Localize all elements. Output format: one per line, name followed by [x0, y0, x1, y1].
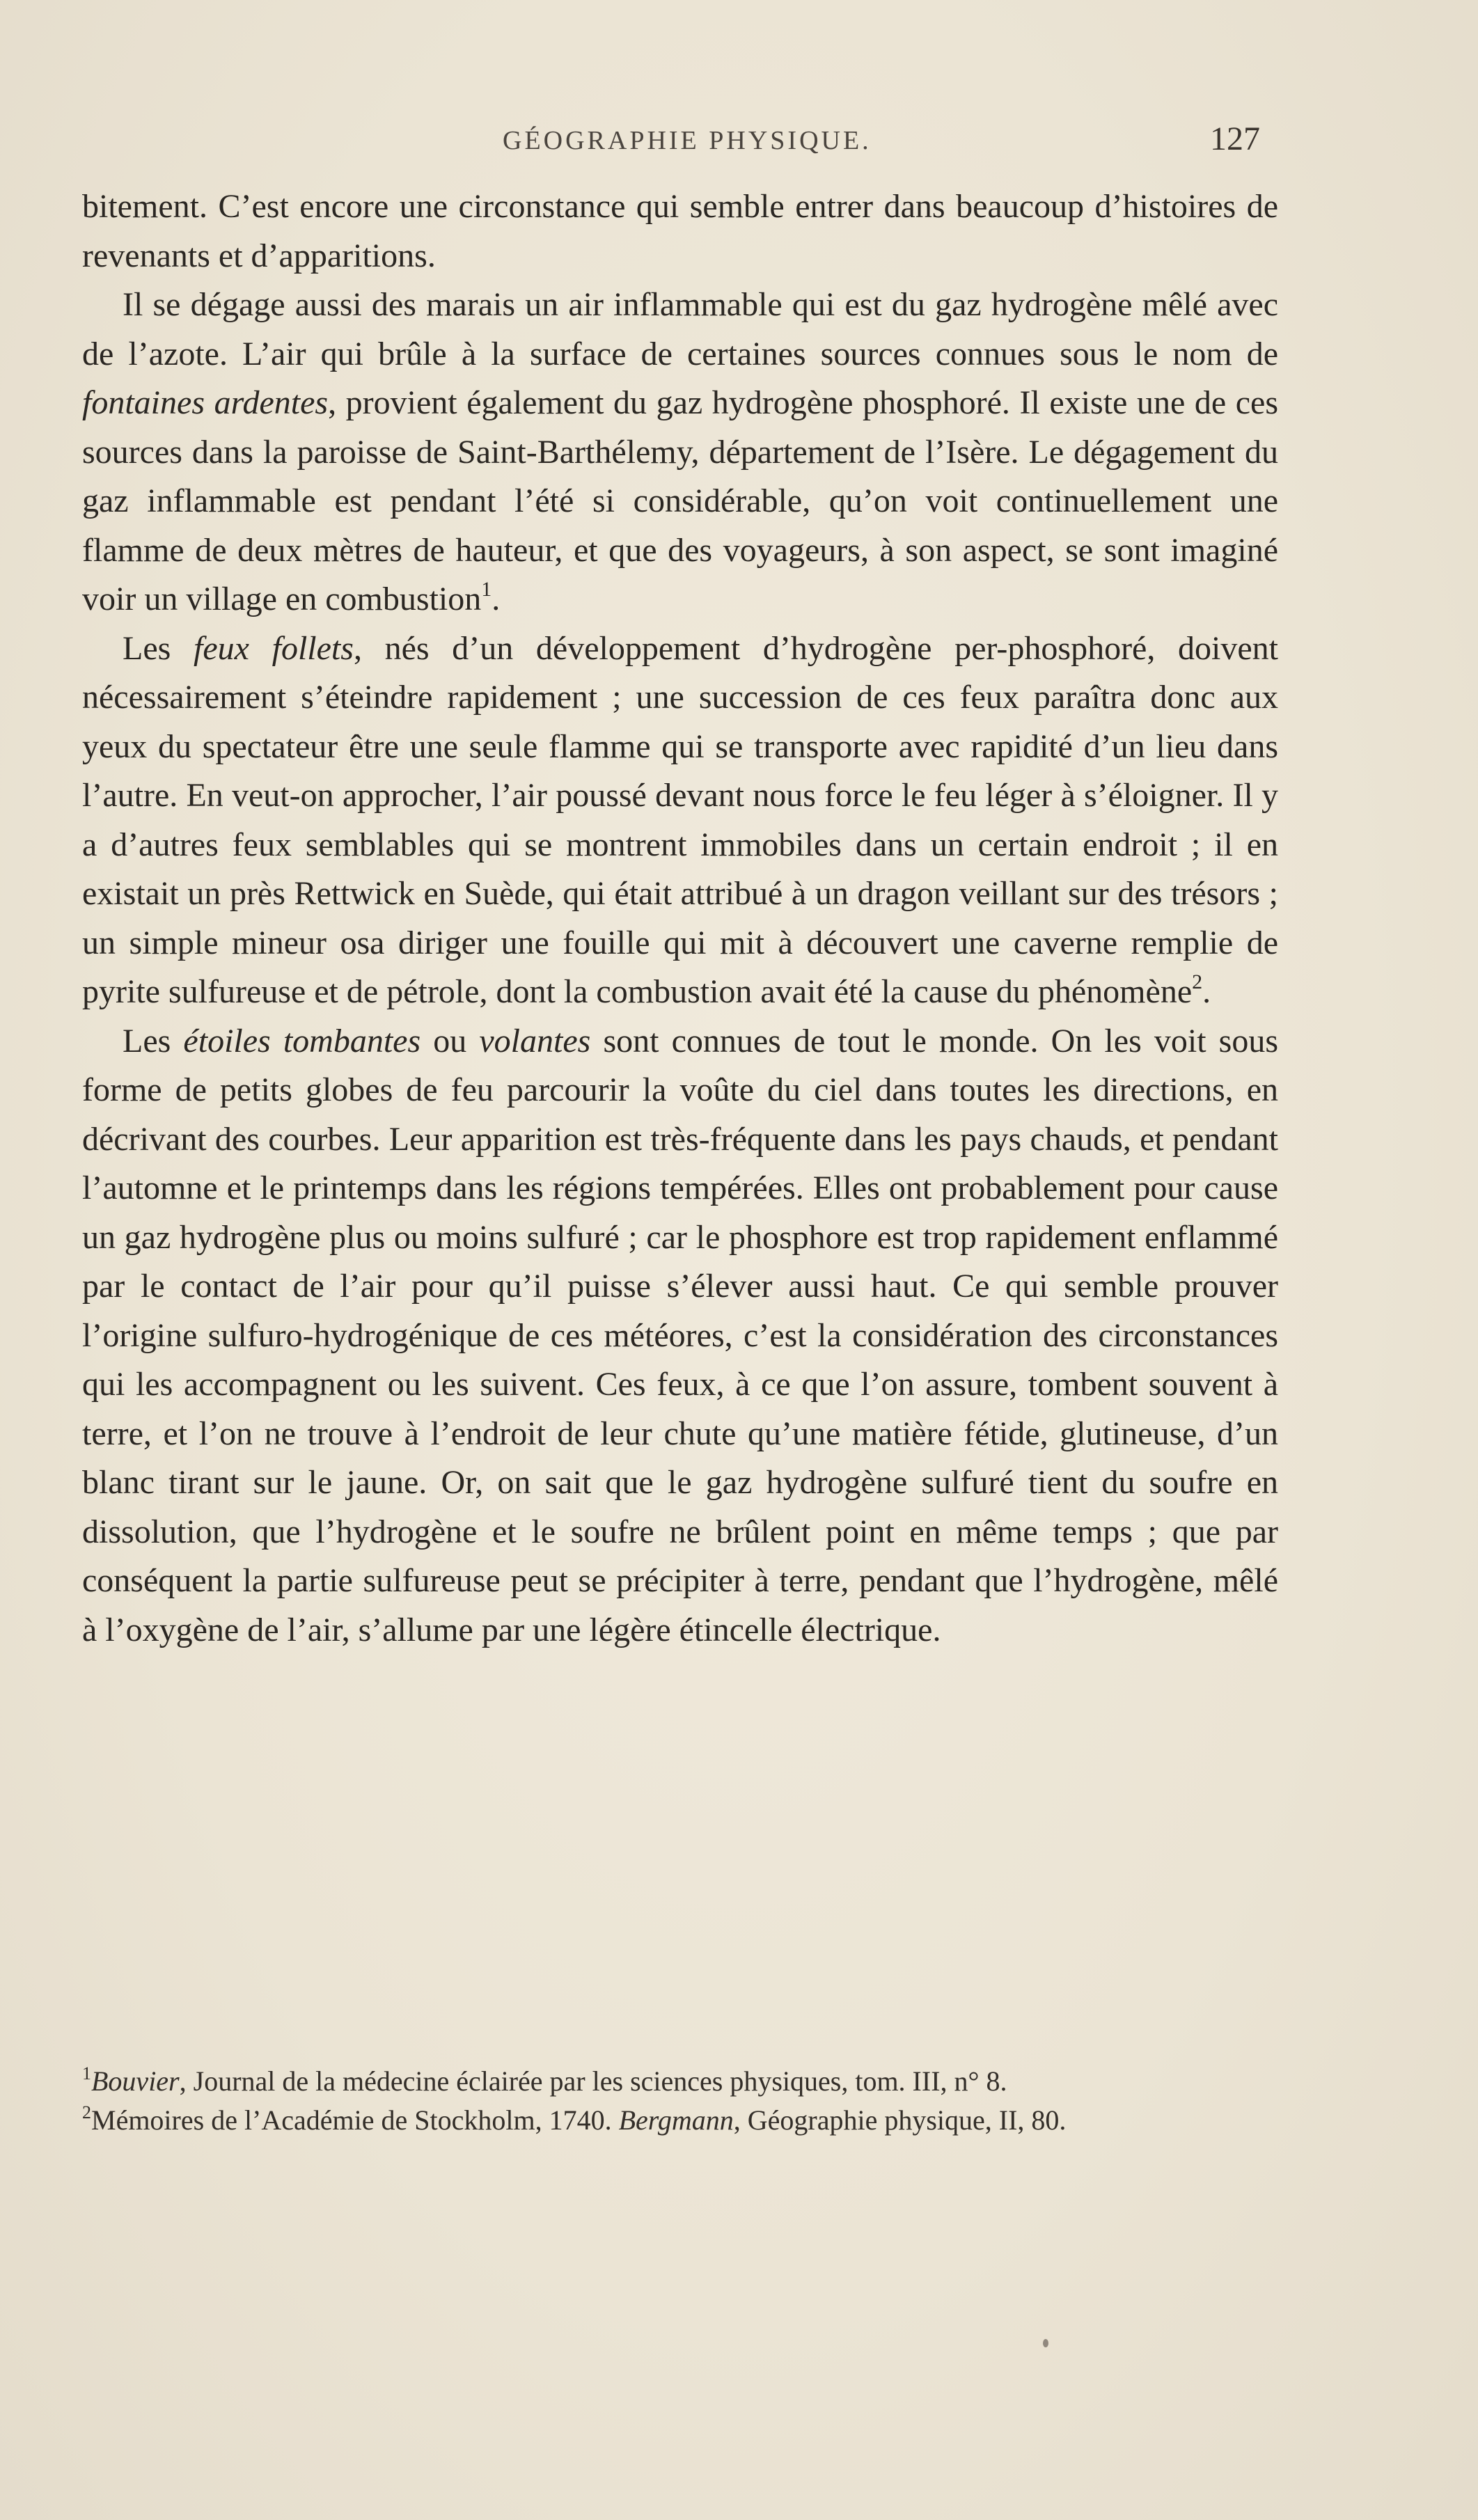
paragraph-3-text-a: Les [123, 629, 194, 667]
paragraph-4-text-mid: ou [420, 1022, 480, 1060]
footnote-reference-2: 2 [1192, 970, 1203, 993]
paragraph-4 [82, 1017, 1278, 1655]
paragraph-2-end: . [492, 581, 501, 617]
paragraph-4-emphasis-1: étoiles tombantes [183, 1022, 421, 1060]
footnote-2-author: Bergmann [618, 2104, 734, 2136]
page-number: 127 [1210, 120, 1260, 157]
footnote-2-text-b: , Géographie physique, II, 80. [733, 2104, 1067, 2136]
paragraph-1 [82, 182, 1278, 281]
paragraph-3 [82, 624, 1278, 1017]
footnote-2 [82, 2101, 1278, 2140]
footnote-2-mark: 2 [82, 2102, 91, 2123]
footnote-reference-1: 1 [481, 578, 492, 601]
footnote-1-author: Bouvier [91, 2065, 180, 2097]
running-head [0, 120, 1478, 162]
body-text [82, 182, 1278, 1655]
paragraph-3-text-b: , nés d’un développement d’hydrogène per-phosphoré, doivent nécessairement s’éteindre rapidement ; une succession de ces feux paraîtra donc aux yeux du spectateur être une seule flamme qui se transporte avec rapidité d’un lieu dans l’autre. En veut-on approcher, l’air poussé devant nous force le feu léger à s’éloigner. Il y a d’autres feux semblables qui se montrent immobiles dans un certain endroit ; il en existait un près Rettwick en Suède, qui était attribué à un dragon veillant sur des trésors ; un simple mineur osa diriger une fouille qui mit à découvert une caverne remplie de pyrite sulfureuse et de pétrole, dont la combustion avait été la cause du phénomène [82, 629, 1278, 1010]
footnote-1-mark: 1 [82, 2063, 91, 2084]
paragraph-4-emphasis-2: volantes [479, 1022, 591, 1060]
footnote-1-text: , Journal de la médecine éclairée par les sciences physiques, tom. III, n° 8. [179, 2065, 1007, 2097]
paper-speck [1043, 2339, 1048, 2347]
paragraph-4-text-b: sont connues de tout le monde. On les voit sous forme de petits globes de feu parcourir la voûte du ciel dans toutes les directions, en décrivant des courbes. Leur apparition est très-fréquente dans les pays chauds, et pendant l’automne et le printemps dans les régions tempérées. Elles ont probablement pour cause un gaz hydrogène plus ou moins sulfuré ; car le phosphore est trop rapidement enflammé par le contact de l’air pour qu’il puisse s’élever aussi haut. Ce qui semble prouver l’origine sulfuro-hydrogénique de ces météores, c’est la considération des circonstances qui les accompagnent ou les suivent. Ces feux, à ce que l’on assure, tombent souvent à terre, et l’on ne trouve à l’endroit de leur chute qu’une matière fétide, glutineuse, d’un blanc tirant sur le jaune. Or, on sait que le gaz hydrogène sulfuré tient du soufre en dissolution, que l’hydrogène et le soufre ne brûlent point en même temps ; que par conséquent la partie sulfureuse peut se précipiter à terre, pendant que l’hydrogène, mêlé à l’oxygène de l’air, s’allume par une légère étincelle électrique. [82, 1022, 1279, 1648]
paragraph-2 [82, 281, 1278, 624]
paragraph-2-emphasis: fontaines ardentes [82, 384, 329, 421]
paragraph-1-text: bitement. C’est encore une circonstance qui semble entrer dans beaucoup d’histoires de revenants et d’apparitions. [82, 188, 1278, 274]
paragraph-3-emphasis: feux follets [193, 629, 354, 667]
paragraph-3-end: . [1202, 973, 1211, 1010]
paragraph-2-text-b: , provient également du gaz hydrogène phosphoré. Il existe une de ces sources dans la paroisse de Saint-Barthélemy, département de l’Isère. Le dégagement du gaz inflammable est pendant l’été si considérable, qu’on voit continuellement une flamme de deux mètres de hauteur, et que des voyageurs, à son aspect, se sont imaginé voir un village en combustion [82, 384, 1278, 617]
footnote-2-text-a: Mémoires de l’Académie de Stockholm, 1740. [91, 2104, 619, 2136]
running-title: GÉOGRAPHIE PHYSIQUE. [503, 126, 872, 155]
paragraph-4-text-a: Les [123, 1022, 184, 1060]
footnotes [82, 2062, 1278, 2140]
footnote-1 [82, 2062, 1278, 2101]
paragraph-2-text-a: Il se dégage aussi des marais un air inflammable qui est du gaz hydrogène mêlé avec de l’azote. L’air qui brûle à la surface de certaines sources connues sous le nom de [82, 286, 1278, 372]
